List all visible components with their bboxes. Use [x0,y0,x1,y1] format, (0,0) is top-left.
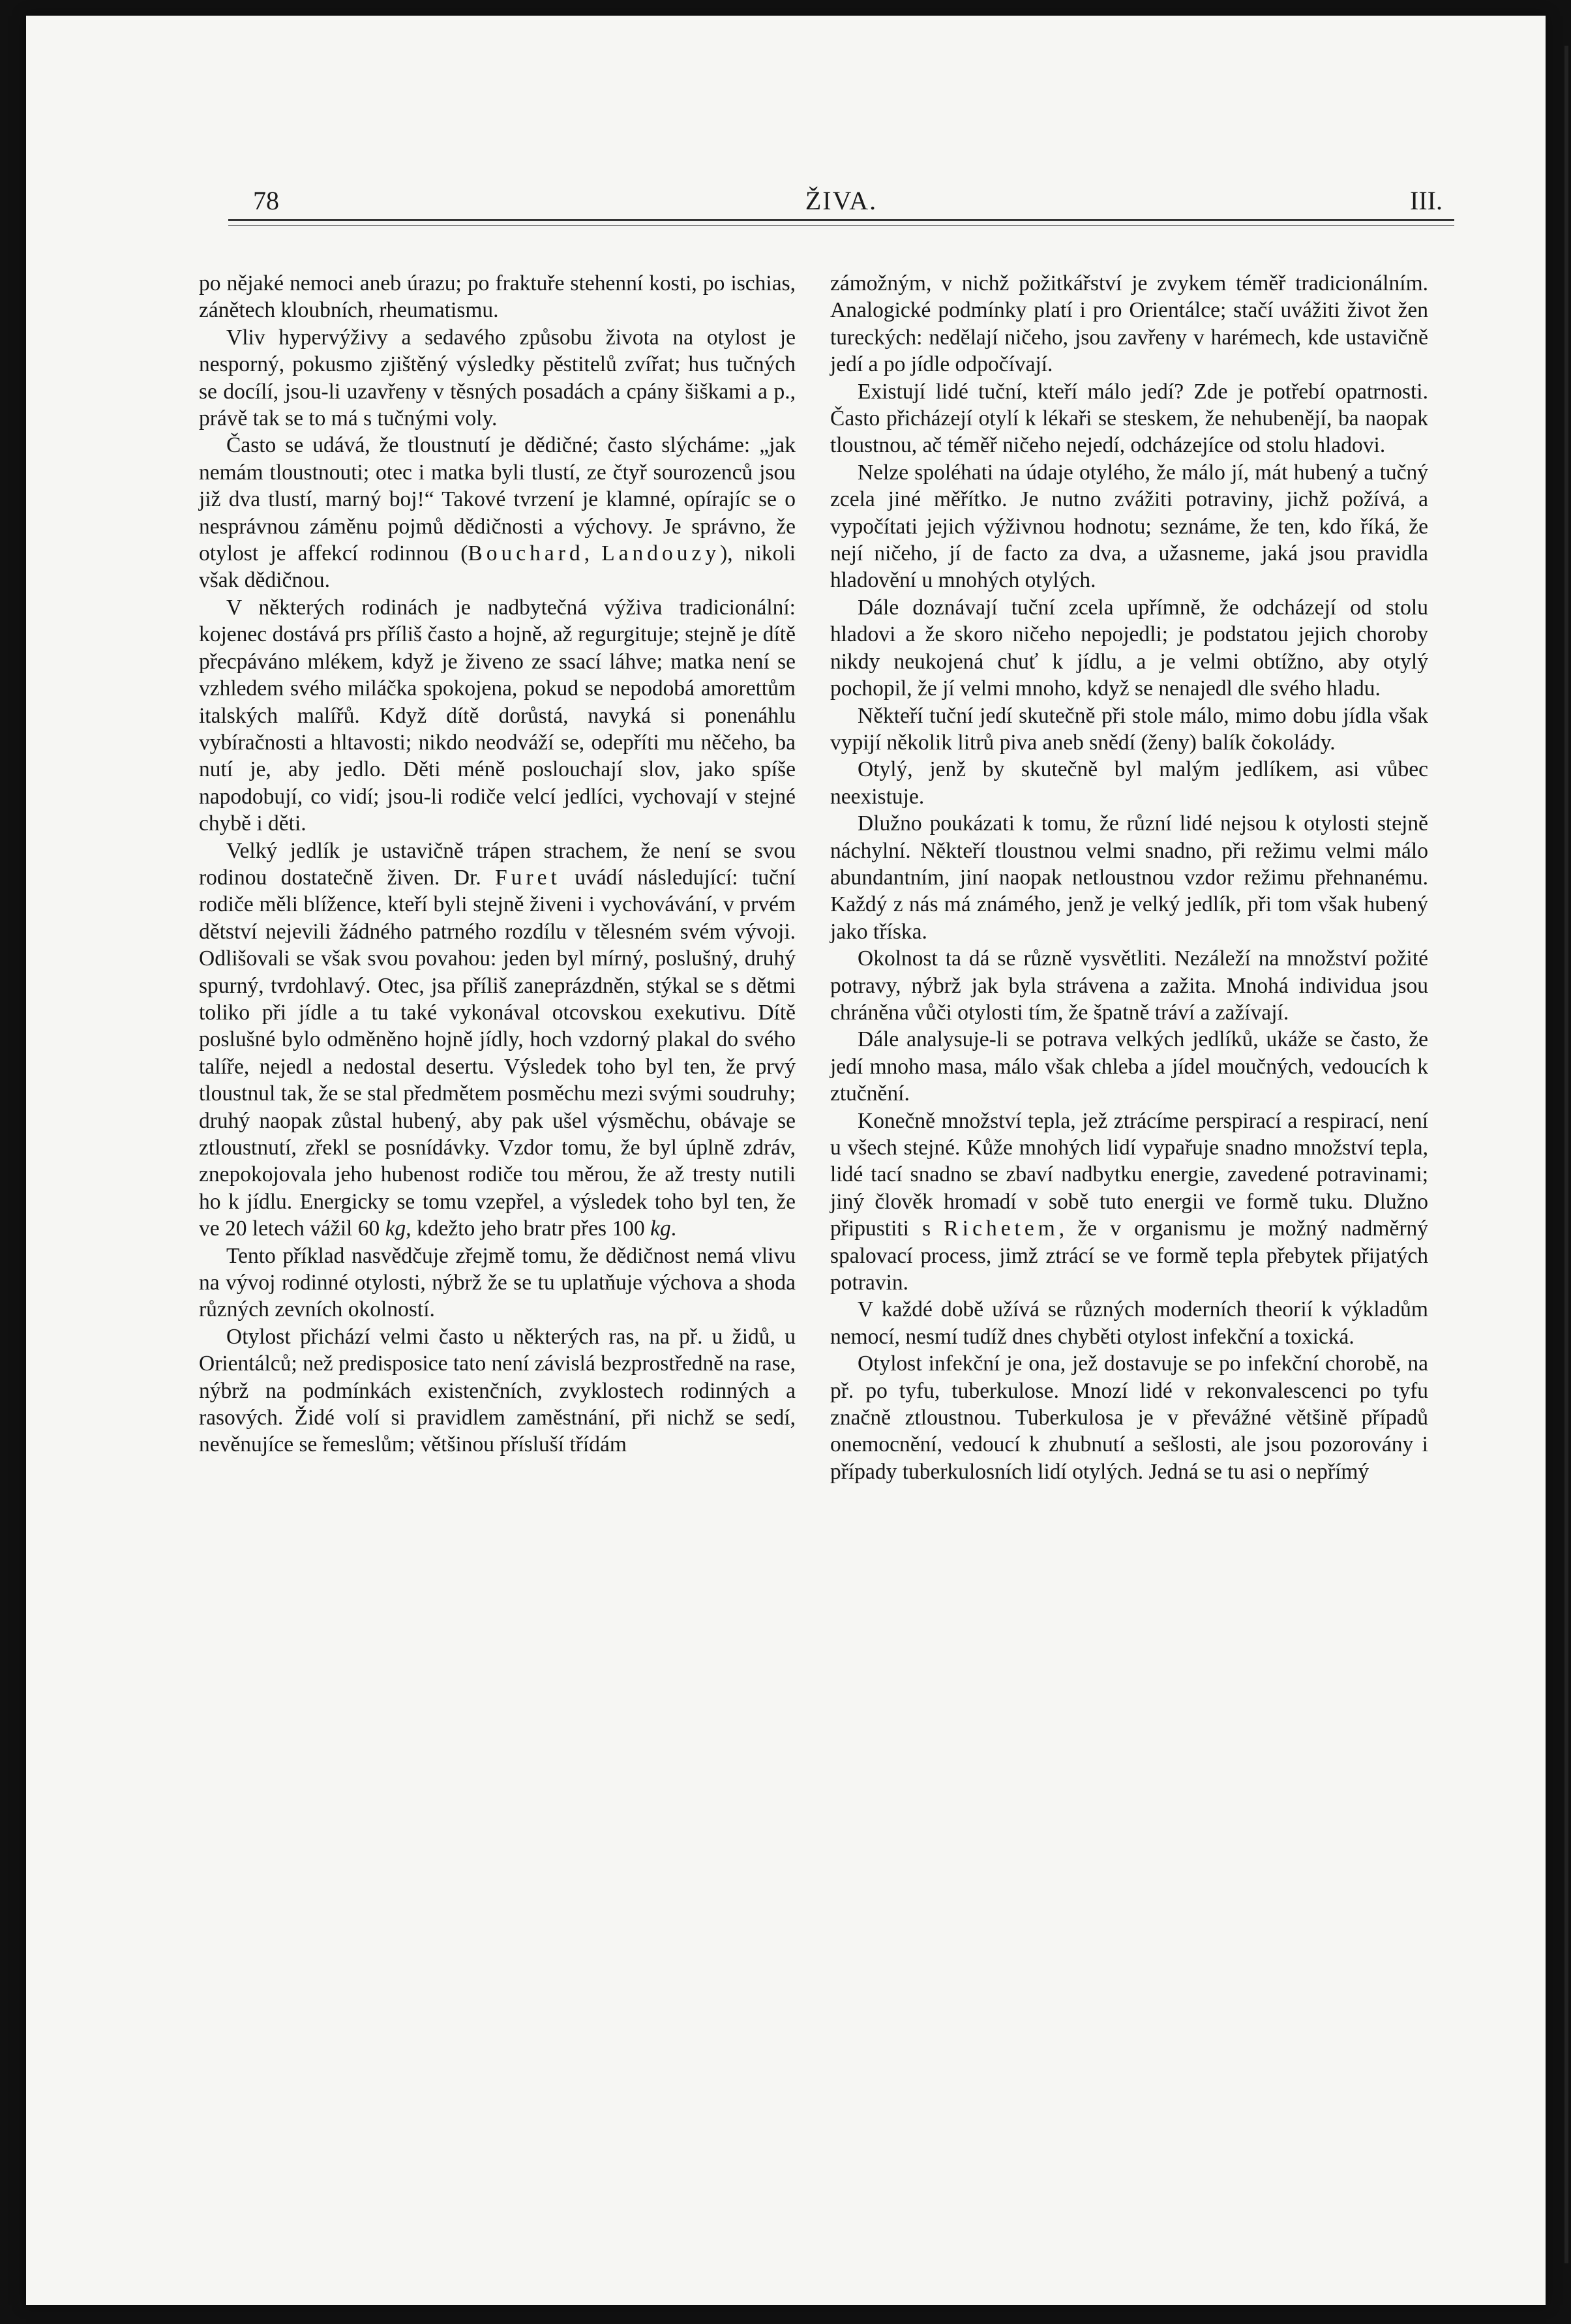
paragraph: Dlužno poukázati k tomu, že různí lidé nejsou k otylosti stejně náchylní. Někteří tloustnou velmi snadno, při režimu velmi málo abundantním, jiní naopak netloustnou vzdor režimu přehnanému. Každý z nás má známého, jenž je velký jedlík, při tom však hubený jako tříska. [830,811,1428,944]
paragraph: zámožným, v nichž požitkářství je zvykem téměř tradicionálním. Analogické podmínky platí i pro Orientálce; stačí uvážiti život žen tureckých: nedělají ničeho, jsou zavřeny v harémech, kde ustavičně jedí a po jídle odpočívají. [830,271,1428,377]
right-column [830,270,1428,1485]
paragraph: Existují lidé tuční, kteří málo jedí? Zde je potřebí opatrnosti. Často přicházejí otylí k lékaři se steskem, že nehubenějí, ba naopak tloustnou, ač téměř ničeho nejedí, odcházejíce od stolu hladovi. [830,379,1428,458]
text-run: , že v organismu je možný nadměrný spalovací process, jimž ztrácí se ve formě tepla přebytek přijatých potravin. [830,1216,1428,1295]
paragraph [199,838,796,1243]
text-run: . [670,1216,677,1241]
text-run: Velký jedlík je ustavičně trápen strachem, že není se svou rodinou dostatečně živen. Dr. [199,838,796,890]
text-run: ), nikoli však dědičnou. [199,541,796,593]
paragraph: Otylost přichází velmi často u některých ras, na př. u židů, u Orientálců; než predisposice tato není závislá bezprostředně na rase, nýbrž na podmínkách existenčních, zvyklostech rodinných a rasových. Židé volí si pravidlem zaměstnání, při nichž se sedí, nevěnujíce se řemeslům; většinou přísluší třídám [199,1324,796,1457]
author-name: Landouzy [601,541,721,566]
header-rule-thin [228,225,1454,226]
paragraph: Okolnost ta dá se různě vysvětliti. Nezáleží na množství požité potravy, nýbrž jak byla strávena a zažita. Mnohá individua jsou chráněna vůči otylosti tím, že špatně tráví a zažívají. [830,946,1428,1025]
paragraph: Tento příklad nasvědčuje zřejmě tomu, že dědičnost nemá vlivu na vývoj rodinné otylosti, nýbrž že se tu uplatňuje výchova a shoda různých zevních okolností. [199,1243,796,1322]
paragraph: po nějaké nemoci aneb úrazu; po fraktuře stehenní kosti, po ischias, zánětech kloubních, rheumatismu. [199,271,796,323]
header-rule-thick [228,219,1454,221]
author-name: Richetem [944,1216,1059,1241]
text-run: Konečně množství tepla, jež ztrácíme perspirací a respirací, není u všech stejné. Kůže mnohých lidí vypařuje snadno množství tepla, lidé tací snadno se zbaví nadbytku energie, zavedené potravinami; jiný člověk hromadí v sobě tuto energii ve formě tuku. Dlužno připustiti s [830,1108,1428,1241]
text-run: Často se udává, že tloustnutí je dědičné; často slýcháme: „jak nemám tloustnouti; otec i matka byli tlustí, ze čtyř sourozenců jsou již dva tlustí, marný boj!“ Takové tvrzení je klamné, opírajíc se o nesprávnou záměnu pojmů dědičnosti a výchovy. Je správno, že otylost je affekcí rodinnou ( [199,433,796,566]
paragraph [830,1108,1428,1297]
paragraph: Vliv hypervýživy a sedavého způsobu života na otylost je nesporný, pokusmo zjištěný výsledky pěstitelů zvířat; hus tučných se docílí, jsou-li uzavřeny v těsných posadách a cpány šiškami a p., právě tak se to má s tučnými voly. [199,325,796,431]
text-run: , kdežto jeho bratr přes 100 [406,1216,651,1241]
text-run: , [584,541,602,566]
left-column [199,270,796,1458]
author-name: Furet [495,865,561,890]
paragraph: V každé době užívá se různých moderních theorií k výkladům nemocí, nesmí tudíž dnes chyběti otylost infekční a toxická. [830,1297,1428,1349]
volume-number: III. [1410,186,1443,215]
scan-edge [1564,46,1568,2263]
page-sheet [26,16,1546,2305]
paragraph: Dále analysuje-li se potrava velkých jedlíků, ukáže se často, že jedí mnoho masa, málo však chleba a jídel moučných, vedoucích k ztučnění. [830,1027,1428,1106]
unit: kg [385,1216,406,1241]
paragraph: Otylý, jenž by skutečně byl malým jedlíkem, asi vůbec neexistuje. [830,757,1428,809]
paragraph: Nelze spoléhati na údaje otylého, že málo jí, mát hubený a tučný zcela jiné měřítko. Je nutno zvážiti potraviny, jichž požívá, a vypočítati jejich výživnou hodnotu; seznáme, že ten, kdo říká, že nejí ničeho, jí de facto za dva, a užasneme, jaká jsou pravidla hladovění u mnohých otylých. [830,460,1428,593]
paragraph: Někteří tuční jedí skutečně při stole málo, mimo dobu jídla však vypijí několik litrů piva aneb snědí (ženy) balík čokolády. [830,703,1428,755]
paragraph: V některých rodinách je nadbytečná výživa tradicionální: kojenec dostává prs příliš často a hojně, až regurgituje; stejně je dítě přecpáváno mlékem, když je živeno ze ssací láhve; matka není se vzhledem svého miláčka spokojena, pokud se nepodobá amorettům italských malířů. Když dítě dorůstá, navyká si ponenáhlu vybíračnosti a hltavosti; nikdo neodváží se, odepříti mu něčeho, ba nutí je, aby jedlo. Děti méně poslouchají slov, jako spíše napodobují, co vidí; jsou-li rodiče velcí jedlíci, vychovají v stejné chybě i děti. [199,595,796,836]
text-run: uvádí následující: tuční rodiče měli blížence, kteří byli stejně živeni i vychovávání, v prvém dětství nejevili žádného patrného rozdílu v tělesném svém vývoji. Odlišovali se však svou povahou: jeden byl mírný, poslušný, druhý spurný, tvrdohlavý. Otec, jsa příliš zaneprázdněn, stýkal se s dětmi toliko při jídle a tu také vykonával otcovskou exekutivu. Dítě poslušné bylo odměněno hojně jídly, hoch vzdorný plakal do svého talíře, nejedl a nedostal desertu. Výsledek toho byl ten, že prvý tloustnul tak, že se stal předmětem posměchu mezi svými soudruhy; druhý naopak zůstal hubený, aby pak ušel výsměchu, obávaje se ztloustnutí, zřekl se posnídávky. Vzdor tomu, že byl úplně zdráv, znepokojovala jeho hubenost rodiče tou měrou, že až tresty nutili ho k jídlu. Energicky se tomu vzepřel, a výsledek toho byl ten, že ve 20 letech vážil 60 [199,865,796,1241]
author-name: Bouchard [468,541,584,566]
journal-title: ŽIVA. [805,186,878,215]
page-number: 78 [253,186,279,215]
unit: kg [650,1216,671,1241]
running-header [228,180,1454,219]
paragraph [199,432,796,594]
paragraph: Dále doznávají tuční zcela upřímně, že odcházejí od stolu hladovi a že skoro ničeho nepojedli; je podstatou jejich choroby nikdy neukojená chuť k jídlu, a je velmi obtížno, aby otylý pochopil, že jí velmi mnoho, když se nenajedl dle svého hladu. [830,595,1428,701]
paragraph: Otylost infekční je ona, jež dostavuje se po infekční chorobě, na př. po tyfu, tuberkulose. Mnozí lidé v rekonvalescenci po tyfu značně ztloustnou. Tuberkulosa je v převážné většině případů onemocnění, vedoucí k zhubnutí a sešlosti, ale jsou pozorovány i případy tuberkulosních lidí otylých. Jedná se tu asi o nepřímý [830,1351,1428,1484]
